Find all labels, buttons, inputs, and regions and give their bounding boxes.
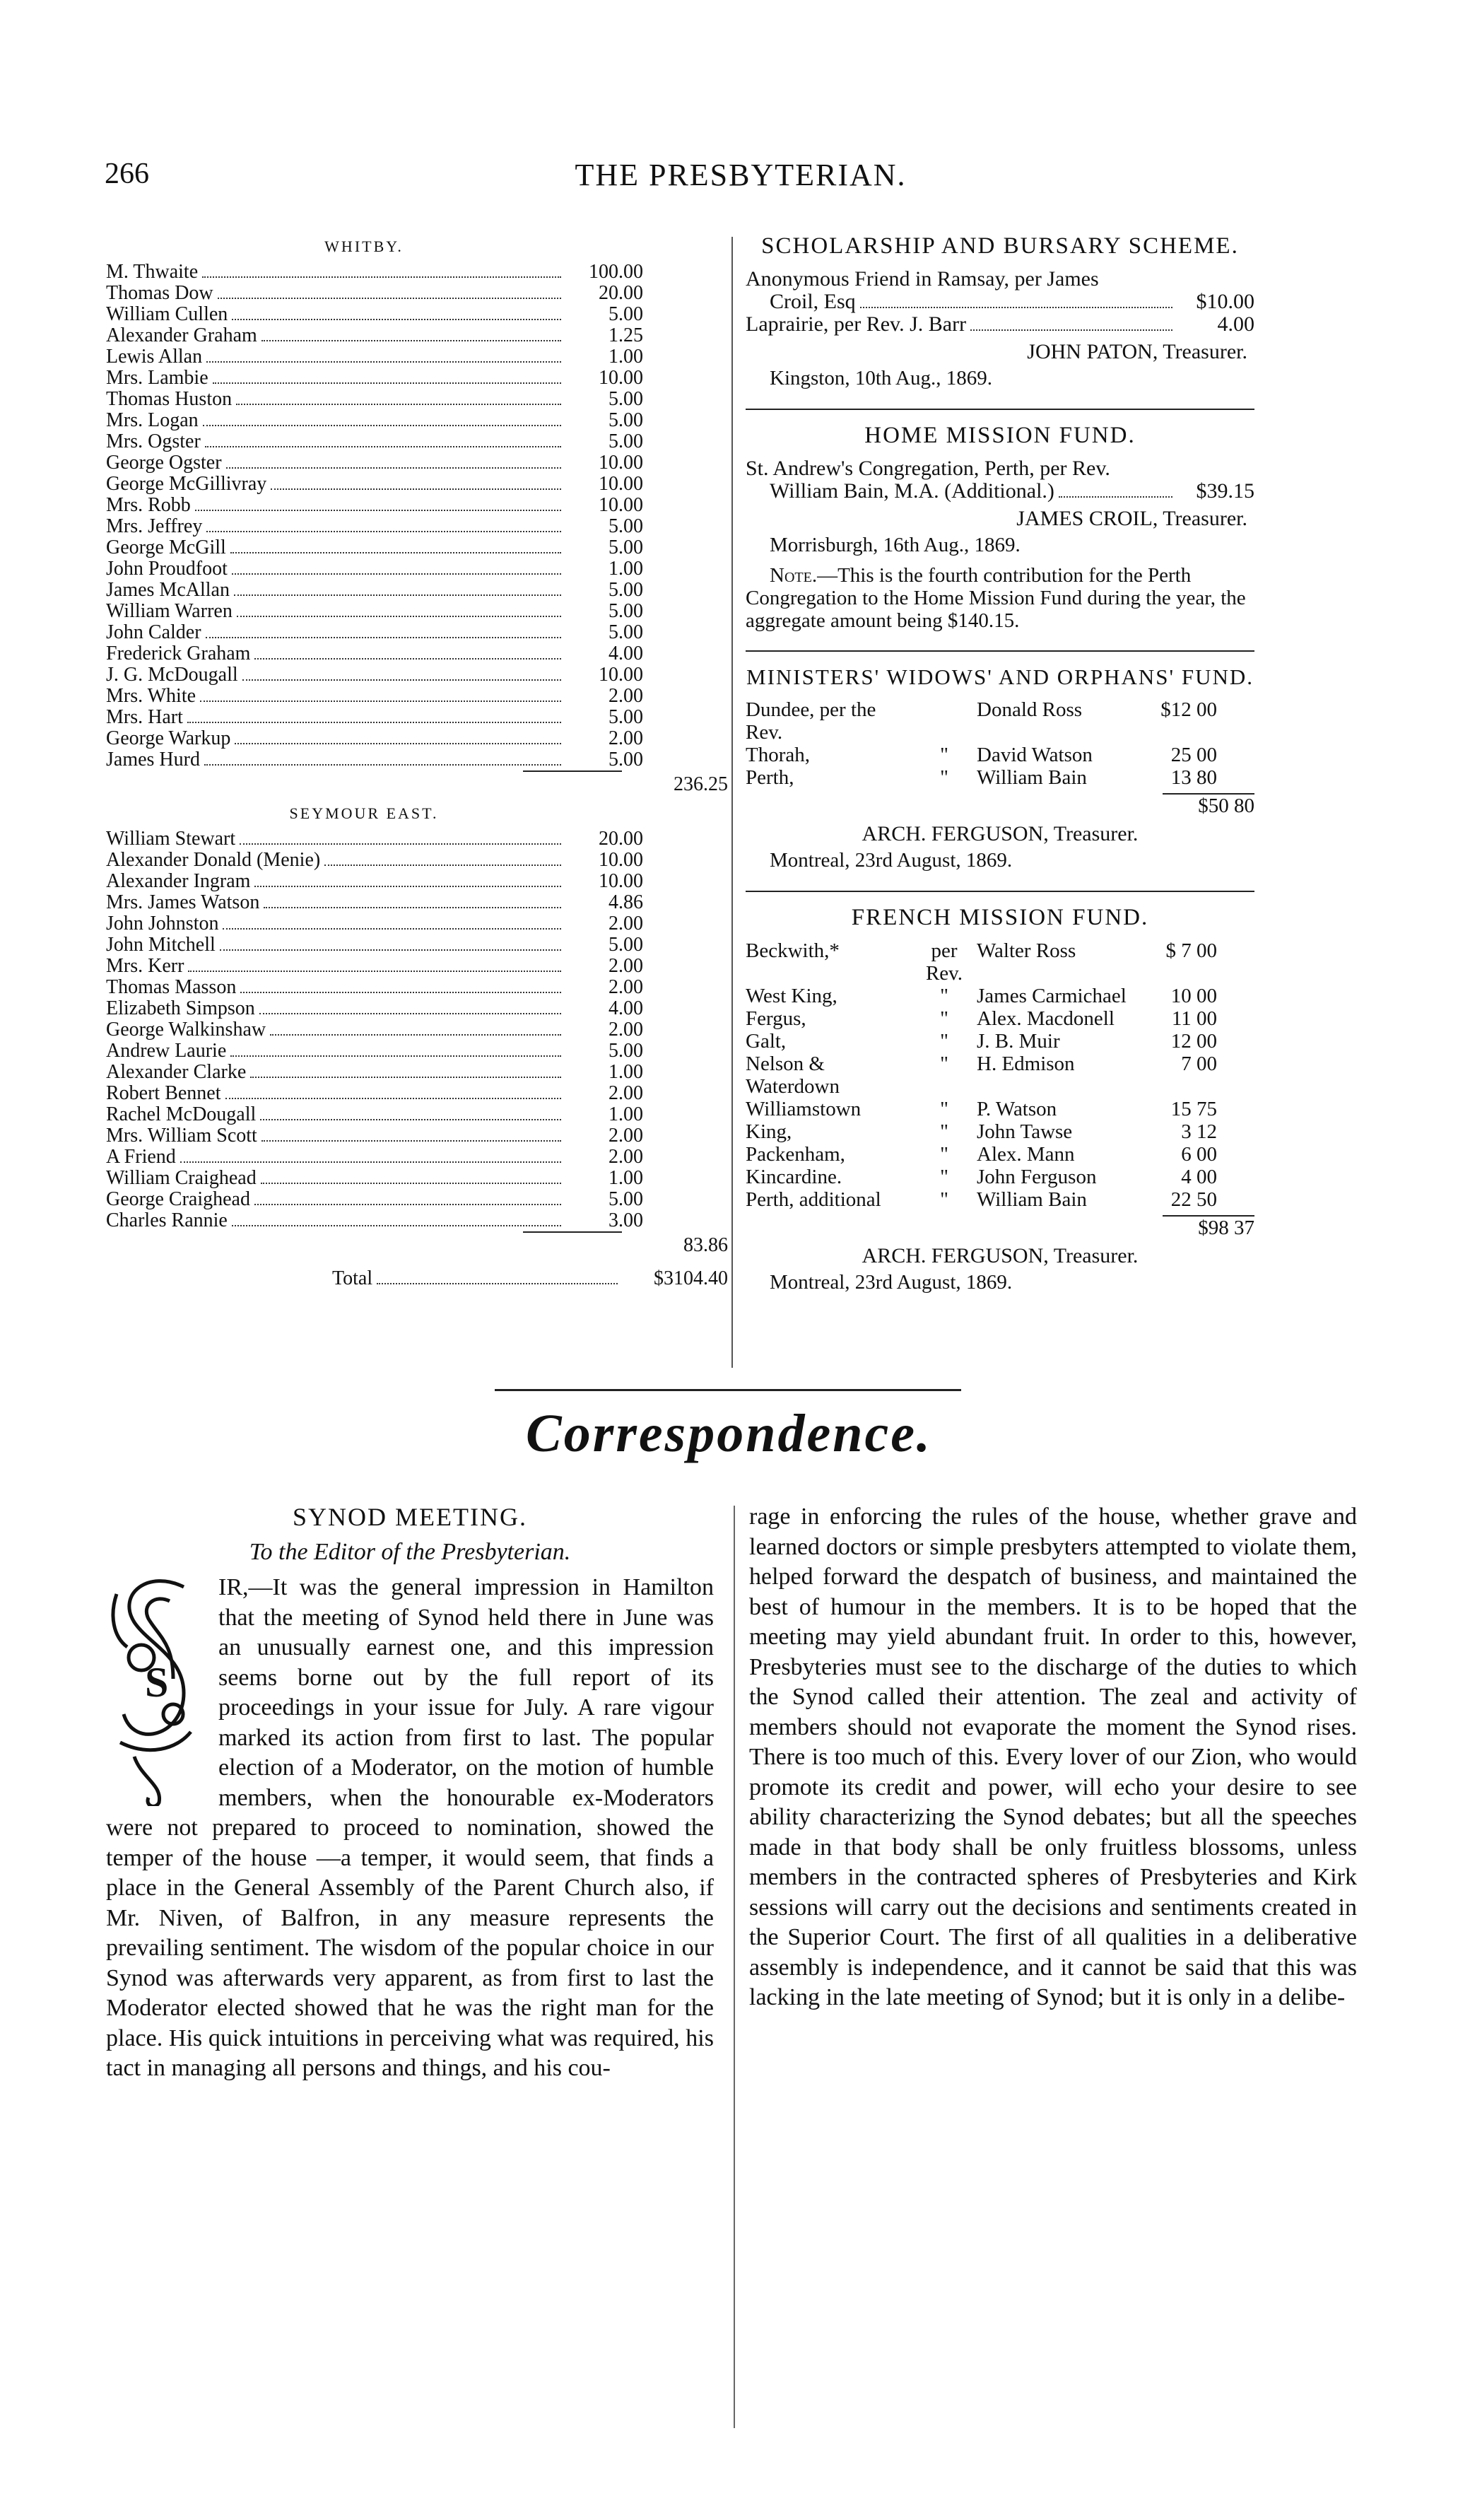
section-rule xyxy=(746,409,1254,410)
donor-row xyxy=(106,998,728,1019)
donor-row xyxy=(106,580,728,601)
donor-row xyxy=(106,956,728,977)
donor-amount: 1.00 xyxy=(609,1167,643,1189)
donor-name: Alexander Graham xyxy=(106,324,257,346)
donor-amount: 5.00 xyxy=(609,303,643,325)
home-mission-amount: $39.15 xyxy=(1196,479,1254,503)
donor-amount: 5.00 xyxy=(609,409,643,431)
dateline: Morrisburgh, 16th Aug., 1869. xyxy=(770,534,1021,556)
donor-name: Mrs. Hart xyxy=(106,706,183,728)
donor-row xyxy=(106,664,728,686)
donor-amount: 10.00 xyxy=(599,849,643,871)
fund-mark: " xyxy=(940,1053,948,1075)
donor-name: John Mitchell xyxy=(106,934,216,956)
column-divider xyxy=(734,1506,735,2428)
donor-name: George McGill xyxy=(106,537,226,558)
donor-name: Mrs. Ogster xyxy=(106,430,201,452)
donor-row xyxy=(106,346,728,368)
donor-row xyxy=(106,410,728,431)
subtotal-row xyxy=(106,773,728,796)
page-number: 266 xyxy=(105,158,149,190)
donor-name: George Craighead xyxy=(106,1188,250,1210)
donor-amount: 1.00 xyxy=(609,1061,643,1083)
fund-name: P. Watson xyxy=(977,1098,1057,1120)
svg-text:S: S xyxy=(145,1659,169,1706)
donor-row xyxy=(106,871,728,892)
total-amount: $3104.40 xyxy=(654,1267,728,1289)
donor-name: William Stewart xyxy=(106,828,236,850)
total-label: Total xyxy=(332,1267,373,1289)
letter-right-column xyxy=(749,1502,1357,2013)
letter-left-column xyxy=(106,1502,714,2084)
fund-name: John Tawse xyxy=(977,1120,1073,1143)
donor-name: William Craighead xyxy=(106,1167,257,1189)
column-divider xyxy=(731,237,733,1368)
donor-amount: 5.00 xyxy=(609,1040,643,1062)
whitby-heading: WHITBY. xyxy=(324,238,404,255)
grand-total-row xyxy=(106,1268,728,1289)
seymour-heading: SEYMOUR EAST. xyxy=(289,804,439,822)
article-salutation: To the Editor of the Presbyterian. xyxy=(249,1539,571,1565)
article-heading: SYNOD MEETING. xyxy=(293,1503,527,1531)
fund-amount: 12 00 xyxy=(1170,1030,1217,1053)
fund-amount: 10 00 xyxy=(1170,985,1217,1007)
fund-place: West King, xyxy=(746,985,837,1007)
widows-fund-sum: $50 80 xyxy=(1198,795,1254,817)
french-mission-sum: $98 37 xyxy=(1198,1217,1254,1239)
fund-mark: " xyxy=(940,1143,948,1166)
donor-amount: 2.00 xyxy=(609,976,643,998)
donor-amount: 1.00 xyxy=(609,558,643,580)
fund-name: William Bain xyxy=(977,766,1087,789)
fund-mark: " xyxy=(940,1120,948,1143)
donor-row xyxy=(106,913,728,934)
donor-row xyxy=(106,325,728,346)
fund-mark: " xyxy=(940,1007,948,1030)
donor-amount: 5.00 xyxy=(609,579,643,601)
donor-row xyxy=(106,1125,728,1147)
donor-row xyxy=(106,452,728,474)
donor-row xyxy=(106,850,728,871)
donor-amount: 4.00 xyxy=(609,997,643,1019)
donor-name: Lewis Allan xyxy=(106,346,203,368)
donor-row xyxy=(106,474,728,495)
fund-mark: " xyxy=(940,985,948,1007)
donor-amount: 1.00 xyxy=(609,346,643,368)
widows-fund-table xyxy=(746,698,1254,789)
donor-amount: 5.00 xyxy=(609,1188,643,1210)
fund-amount: 3 12 xyxy=(1181,1120,1217,1143)
donor-name: Mrs. Lambie xyxy=(106,367,208,389)
fund-mark: per Rev. xyxy=(925,939,963,985)
letter-text: rage in enforcing the rules of the house, whether grave and learned doctors or simple presbyters attempted to violate them, helped forward the despatch of business, and maintained the best of humour in the members. It is to be hoped that the meeting may yield abundant fruit. In order to this, however, Presbyteries must see to the discharge of the duties to which the Synod called their attention. The zeal and activity of members should not evaporate the moment the Synod rises. There is too much of this. Every lover of our Zion, who would promote its credit and power, will echo your desire to see ability characterizing the Synod debates; but all the speeches made in that body shall be only fruitless blossoms, unless members in the contracted spheres of Presbyteries and Kirk sessions will carry out the decisions and sentiments created in the Superior Court. The first of all qualities in a deliberative assembly is independence, and it cannot be said that this was lacking in the late meeting of Synod; but it is only in a delibe- xyxy=(749,1504,1357,2010)
donor-amount: 2.00 xyxy=(609,1125,643,1147)
donor-name: George McGillivray xyxy=(106,473,267,495)
donor-name: Charles Rannie xyxy=(106,1209,228,1231)
fund-name: H. Edmison xyxy=(977,1053,1075,1075)
donor-amount: 5.00 xyxy=(609,388,643,410)
donor-name: James McAllan xyxy=(106,579,230,601)
donor-row xyxy=(106,1189,728,1210)
fund-place: Galt, xyxy=(746,1030,787,1053)
donor-amount: 1.00 xyxy=(609,1103,643,1125)
donor-amount: 10.00 xyxy=(599,367,643,389)
fund-mark: " xyxy=(940,1030,948,1053)
donor-name: George Warkup xyxy=(106,727,231,749)
donor-name: A Friend xyxy=(106,1146,176,1168)
fund-mark: " xyxy=(940,766,948,789)
donor-amount: 1.25 xyxy=(609,324,643,346)
fund-place: Kincardine. xyxy=(746,1166,842,1188)
donor-amount: 5.00 xyxy=(609,706,643,728)
fund-name: Alex. Macdonell xyxy=(977,1007,1115,1030)
donor-name: John Johnston xyxy=(106,913,219,934)
fund-place: Thorah, xyxy=(746,744,810,766)
treasurer-signature: ARCH. FERGUSON, Treasurer. xyxy=(862,822,1139,845)
donor-name: George Ogster xyxy=(106,452,222,474)
treasurer-signature: JAMES CROIL, Treasurer. xyxy=(1016,507,1247,530)
fund-amount: 15 75 xyxy=(1170,1098,1217,1120)
donor-row xyxy=(106,686,728,707)
donor-row xyxy=(106,728,728,749)
donor-name: John Proudfoot xyxy=(106,558,228,580)
fund-place: Dundee, per the Rev. xyxy=(746,698,876,744)
dateline: Kingston, 10th Aug., 1869. xyxy=(770,367,992,389)
donor-name: Alexander Donald (Menie) xyxy=(106,849,321,871)
donor-row xyxy=(106,1210,728,1231)
donor-row xyxy=(106,601,728,622)
donor-row xyxy=(106,1019,728,1041)
donor-amount: 5.00 xyxy=(609,934,643,956)
donor-name: James Hurd xyxy=(106,749,200,770)
section-divider xyxy=(495,1389,961,1391)
donor-row xyxy=(106,558,728,580)
publication-title: THE PRESBYTERIAN. xyxy=(575,158,907,192)
donor-amount: 5.00 xyxy=(609,600,643,622)
fund-place: Perth, xyxy=(746,766,794,789)
donor-name: Mrs. William Scott xyxy=(106,1125,257,1147)
donor-row xyxy=(106,283,728,304)
whitby-list xyxy=(106,262,728,796)
donor-row xyxy=(106,495,728,516)
donor-row xyxy=(106,622,728,643)
fund-amount: 22 50 xyxy=(1170,1188,1217,1211)
fund-place: Packenham, xyxy=(746,1143,845,1166)
donor-amount: 10.00 xyxy=(599,870,643,892)
donor-row xyxy=(106,977,728,998)
donor-amount: 10.00 xyxy=(599,664,643,686)
donor-name: Alexander Clarke xyxy=(106,1061,247,1083)
home-mission-heading: HOME MISSION FUND. xyxy=(864,423,1136,448)
donor-amount: 10.00 xyxy=(599,494,643,516)
french-mission-table xyxy=(746,939,1254,1211)
fund-place: Williamstown xyxy=(746,1098,862,1120)
donor-row xyxy=(106,262,728,283)
donor-name: Thomas Huston xyxy=(106,388,233,410)
donor-name: Mrs. Logan xyxy=(106,409,199,431)
treasurer-signature: JOHN PATON, Treasurer. xyxy=(1027,340,1247,363)
scholarship-amount: 4.00 xyxy=(1217,312,1254,336)
scholarship-line: Anonymous Friend in Ramsay, per James xyxy=(746,267,1099,291)
letter-text: S IR,—It was the general impression in Hamilton that the meeting of Synod held there in June was an unusually earnest one, and this impression seems borne out by the full report of its proceedings in your issue for July. A rare vigour marked its action from first to last. The popular election of a Moderator, on the motion of humble members, when the honourable ex-Moderators were not prepared to proceed to nomination, showed the temper of the house —a temper, it would seem, that finds a place in the General Assembly of the Parent Church also, if Mr. Niven, of Balfron, in any measure represents the prevailing sentiment. The wisdom of the popular choice in our Synod was afterwards very apparent, as from first to last the Moderator elected showed that he was the right man for the place. His quick intuitions in perceiving what was required, his tact in managing all persons and things, and his cou- xyxy=(106,1574,714,2081)
fund-name: John Ferguson xyxy=(977,1166,1097,1188)
fund-amount: 6 00 xyxy=(1181,1143,1217,1166)
home-mission-line: William Bain, M.A. (Additional.) $39.15 xyxy=(770,479,1254,503)
donor-row xyxy=(106,1168,728,1189)
donor-row xyxy=(106,1062,728,1083)
fund-amount: 7 00 xyxy=(1181,1053,1217,1075)
scholarship-amount: $10.00 xyxy=(1196,290,1254,313)
fund-mark: " xyxy=(940,1166,948,1188)
correspondence-title: Correspondence. xyxy=(526,1404,932,1463)
fund-mark xyxy=(912,698,977,744)
donor-amount: 2.00 xyxy=(609,1019,643,1041)
widows-fund-heading: MINISTERS' WIDOWS' AND ORPHANS' FUND. xyxy=(746,664,1254,689)
donor-amount: 20.00 xyxy=(599,282,643,304)
fund-place: Perth, additional xyxy=(746,1188,881,1211)
fund-amount: 4 00 xyxy=(1181,1166,1217,1188)
donor-row xyxy=(106,304,728,325)
fund-name: David Watson xyxy=(977,744,1093,766)
donor-name: Mrs. Robb xyxy=(106,494,191,516)
donor-amount: 5.00 xyxy=(609,430,643,452)
donor-amount: 2.00 xyxy=(609,913,643,934)
subtotal-amount: 83.86 xyxy=(683,1234,728,1256)
ornamental-dropcap-icon xyxy=(106,1573,208,1806)
fund-name: William Bain xyxy=(977,1188,1087,1211)
donor-name: Thomas Masson xyxy=(106,976,237,998)
donor-name: Robert Bennet xyxy=(106,1082,221,1104)
donor-row xyxy=(106,516,728,537)
donor-amount: 2.00 xyxy=(609,1082,643,1104)
donor-row xyxy=(106,431,728,452)
donor-amount: 5.00 xyxy=(609,515,643,537)
donor-amount: 10.00 xyxy=(599,473,643,495)
donor-row xyxy=(106,389,728,410)
scholarship-line: Laprairie, per Rev. J. Barr 4.00 xyxy=(746,312,1254,336)
section-rule xyxy=(746,891,1254,892)
donor-name: Frederick Graham xyxy=(106,643,251,664)
donor-amount: 2.00 xyxy=(609,1146,643,1168)
fund-place: Nelson & Waterdown xyxy=(746,1053,840,1098)
fund-name: J. B. Muir xyxy=(977,1030,1060,1053)
donor-name: Alexander Ingram xyxy=(106,870,251,892)
donor-name: J. G. McDougall xyxy=(106,664,238,686)
treasurer-signature: ARCH. FERGUSON, Treasurer. xyxy=(862,1244,1139,1267)
donor-amount: 5.00 xyxy=(609,621,643,643)
fund-amount: 25 00 xyxy=(1170,744,1217,766)
donor-row xyxy=(106,892,728,913)
fund-amount: 11 00 xyxy=(1171,1007,1217,1030)
donor-name: Rachel McDougall xyxy=(106,1103,257,1125)
fund-mark: " xyxy=(940,1188,948,1211)
home-mission-note: Note.—This is the fourth contribution for the Perth Congregation to the Home Mission Fund during the year, the aggregate amount being $140.15. xyxy=(746,564,1246,632)
donor-row xyxy=(106,934,728,956)
fund-mark: " xyxy=(940,1098,948,1120)
donor-row xyxy=(106,537,728,558)
seymour-list xyxy=(106,828,728,1257)
fund-amount: $12 00 xyxy=(1160,698,1217,721)
donor-amount: 4.86 xyxy=(609,891,643,913)
donor-row xyxy=(106,707,728,728)
fund-name: Walter Ross xyxy=(977,939,1076,962)
subtotal-amount: 236.25 xyxy=(674,773,728,795)
donor-amount: 5.00 xyxy=(609,537,643,558)
fund-amount: $ 7 00 xyxy=(1165,939,1217,962)
donor-name: William Cullen xyxy=(106,303,228,325)
fund-amount: 13 80 xyxy=(1170,766,1217,789)
donor-name: George Walkinshaw xyxy=(106,1019,266,1041)
fund-name: Alex. Mann xyxy=(977,1143,1075,1166)
fund-place: King, xyxy=(746,1120,792,1143)
section-rule xyxy=(746,650,1254,652)
fund-place: Beckwith,* xyxy=(746,939,840,962)
funds-column xyxy=(746,233,1353,1301)
donor-name: Thomas Dow xyxy=(106,282,213,304)
donor-row xyxy=(106,1083,728,1104)
donor-row xyxy=(106,749,728,770)
page-header xyxy=(105,157,1377,206)
donor-name: Mrs. James Watson xyxy=(106,891,260,913)
scholarship-heading: SCHOLARSHIP AND BURSARY SCHEME. xyxy=(761,233,1239,259)
scholarship-line: Croil, Esq $10.00 xyxy=(770,290,1254,313)
donor-amount: 100.00 xyxy=(589,261,643,283)
home-mission-line: St. Andrew's Congregation, Perth, per Rev. xyxy=(746,457,1110,480)
donor-name: John Calder xyxy=(106,621,201,643)
donor-name: Elizabeth Simpson xyxy=(106,997,255,1019)
donor-amount: 20.00 xyxy=(599,828,643,850)
donor-amount: 2.00 xyxy=(609,955,643,977)
donor-amount: 10.00 xyxy=(599,452,643,474)
donor-amount: 4.00 xyxy=(609,643,643,664)
donor-amount: 3.00 xyxy=(609,1209,643,1231)
dateline: Montreal, 23rd August, 1869. xyxy=(770,1271,1013,1294)
fund-place: Fergus, xyxy=(746,1007,806,1030)
donor-row xyxy=(106,368,728,389)
donor-amount: 2.00 xyxy=(609,727,643,749)
donor-row xyxy=(106,643,728,664)
donor-row xyxy=(106,1041,728,1062)
donor-name: Mrs. White xyxy=(106,685,196,707)
dateline: Montreal, 23rd August, 1869. xyxy=(770,849,1013,872)
donor-row xyxy=(106,1104,728,1125)
fund-name: James Carmichael xyxy=(977,985,1127,1007)
fund-mark: " xyxy=(940,744,948,766)
donor-name: Mrs. Kerr xyxy=(106,955,184,977)
donor-amount: 5.00 xyxy=(609,749,643,770)
fund-name: Donald Ross xyxy=(977,698,1083,721)
donor-row xyxy=(106,828,728,850)
donor-name: William Warren xyxy=(106,600,233,622)
french-mission-heading: FRENCH MISSION FUND. xyxy=(851,905,1149,930)
donor-name: M. Thwaite xyxy=(106,261,199,283)
donor-amount: 2.00 xyxy=(609,685,643,707)
donor-row xyxy=(106,1147,728,1168)
donor-name: Mrs. Jeffrey xyxy=(106,515,203,537)
subscription-lists xyxy=(106,233,728,1289)
subtotal-row xyxy=(106,1234,728,1257)
donor-name: Andrew Laurie xyxy=(106,1040,227,1062)
